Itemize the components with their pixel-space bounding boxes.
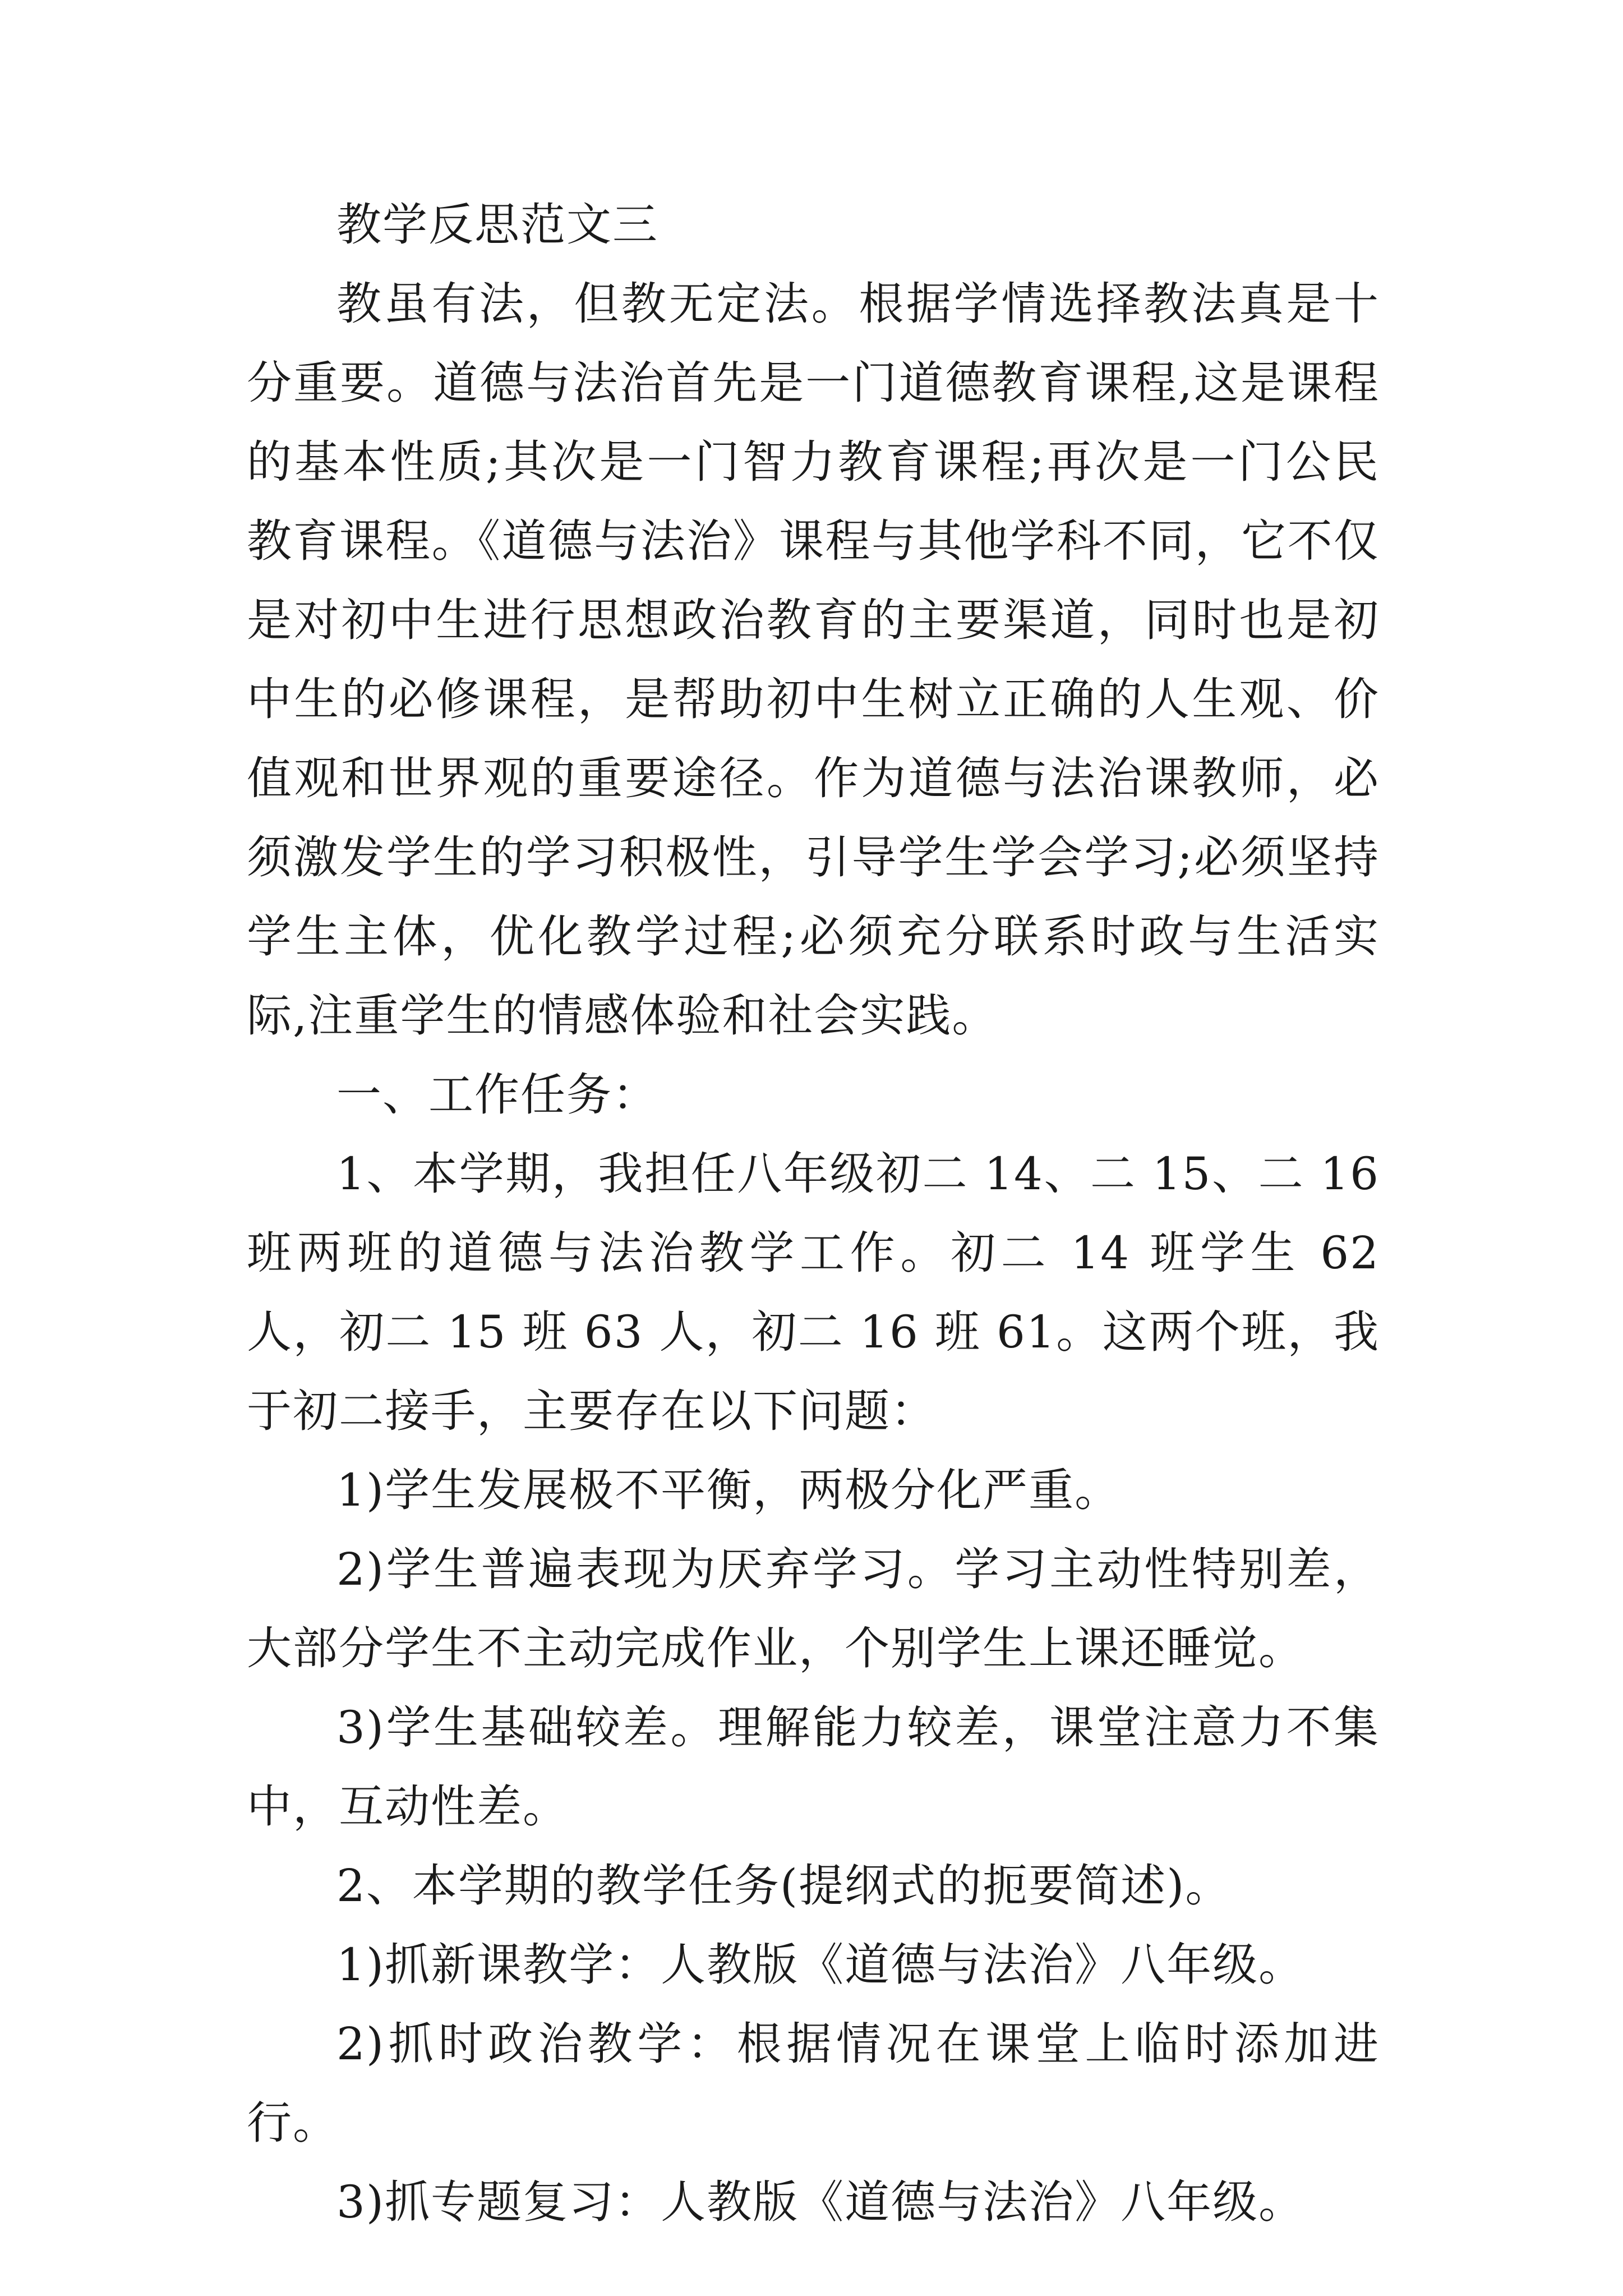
problem-item-3: 3)学生基础较差。理解能力较差，课堂注意力不集中，互动性差。 bbox=[247, 1701, 1380, 1833]
heading-teaching-tasks: 2、本学期的教学任务(提纲式的扼要简述)。 bbox=[336, 1860, 1232, 1912]
paragraph-intro: 教虽有法，但教无定法。根据学情选择教法真是十分重要。道德与法治首先是一门道德教育课程,这是课程的基本性质;其次是一门智力教育课程;再次是一门公民教育课程。《道德与法治》课程与其他学科不同，它不仅是对初中生进行思想政治教育的主要渠道，同时也是初中生的必修课程，是帮助初中生树立正确的人生观、价值观和世界观的重要途径。作为道德与法治课教师，必须激发学生的学习积极性，引导学生学会学习;必须坚持学生主体，优化教学过程;必须充分联系时政与生活实际,注重学生的情感体验和社会实践。 bbox=[247, 278, 1380, 1042]
problem-item-2: 2)学生普遍表现为厌弃学习。学习主动性特别差，大部分学生不主动完成作业，个别学生上课还睡觉。 bbox=[247, 1543, 1380, 1674]
task-item-3: 3)抓专题复习：人教版《道德与法治》八年级。 bbox=[336, 2176, 1305, 2228]
heading-work-tasks: 一、工作任务： bbox=[336, 1069, 658, 1121]
document-title: 教学反思范文三 bbox=[336, 199, 658, 251]
document-body bbox=[247, 185, 1380, 2242]
task-item-2: 2)抓时政治教学：根据情况在课堂上临时添加进行。 bbox=[247, 2018, 1380, 2149]
problem-item-1: 1)学生发展极不平衡，两极分化严重。 bbox=[336, 1464, 1121, 1516]
paragraph-class-info: 1、本学期，我担任八年级初二 14、二 15、二 16 班两班的道德与法治教学工作。初二 14 班学生 62 人，初二 15 班 63 人，初二 16 班 61。这两个班，我于初二接手，主要存在以下问题： bbox=[247, 1148, 1380, 1437]
task-item-1: 1)抓新课教学：人教版《道德与法治》八年级。 bbox=[336, 1939, 1305, 1991]
